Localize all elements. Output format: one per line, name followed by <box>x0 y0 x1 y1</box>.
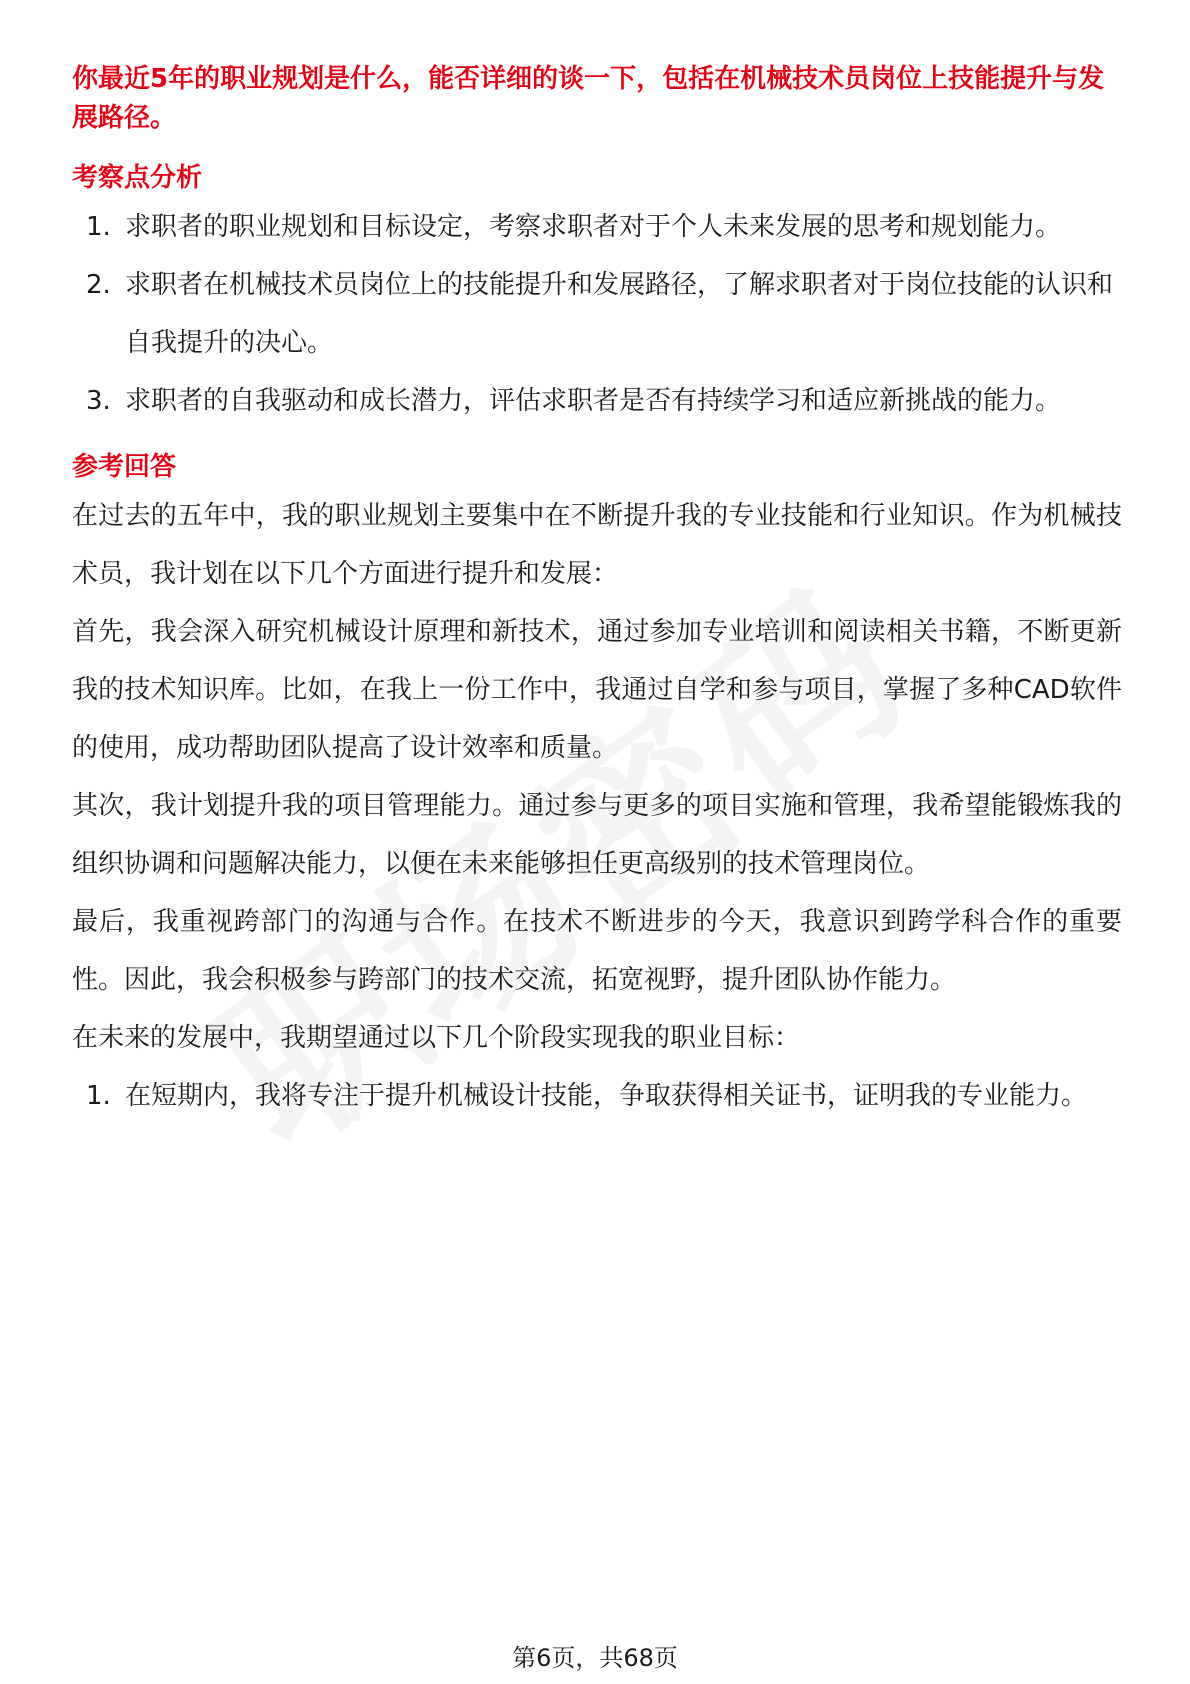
stages-list <box>72 1067 1122 1125</box>
list-item <box>72 256 1122 372</box>
list-item-number: 1. <box>86 1081 111 1111</box>
list-item-text: 求职者在机械技术员岗位上的技能提升和发展路径，了解求职者对于岗位技能的认识和自我提升的决心。 <box>125 270 1114 358</box>
list-item <box>72 198 1122 256</box>
list-item <box>72 372 1122 430</box>
list-item-number: 2. <box>86 270 111 300</box>
analysis-list <box>72 198 1122 430</box>
answer-paragraph: 其次，我计划提升我的项目管理能力。通过参与更多的项目实施和管理，我希望能锻炼我的组织协调和问题解决能力，以便在未来能够担任更高级别的技术管理岗位。 <box>72 791 1122 879</box>
list-item-text: 求职者的职业规划和目标设定，考察求职者对于个人未来发展的思考和规划能力。 <box>125 212 1062 242</box>
list-item-number: 3. <box>86 386 111 416</box>
answer-paragraph: 首先，我会深入研究机械设计原理和新技术，通过参加专业培训和阅读相关书籍，不断更新我的技术知识库。比如，在我上一份工作中，我通过自学和参与项目，掌握了多种CAD软件的使用，成功帮助团队提高了设计效率和质量。 <box>72 617 1122 763</box>
list-item-text: 在短期内，我将专注于提升机械设计技能，争取获得相关证书，证明我的专业能力。 <box>125 1081 1088 1111</box>
list-item-number: 1. <box>86 212 111 242</box>
answer-title: 参考回答 <box>72 452 177 482</box>
question-heading: 你最近5年的职业规划是什么，能否详细的谈一下，包括在机械技术员岗位上技能提升与发展路径。 <box>72 64 1105 133</box>
list-item <box>72 1067 1122 1125</box>
document-page <box>72 60 1122 1125</box>
answer-paragraph: 在未来的发展中，我期望通过以下几个阶段实现我的职业目标： <box>72 1023 801 1053</box>
answer-paragraph: 最后，我重视跨部门的沟通与合作。在技术不断进步的今天，我意识到跨学科合作的重要性。因此，我会积极参与跨部门的技术交流，拓宽视野，提升团队协作能力。 <box>72 907 1122 995</box>
analysis-title: 考察点分析 <box>72 163 203 193</box>
answer-paragraph: 在过去的五年中，我的职业规划主要集中在不断提升我的专业技能和行业知识。作为机械技术员，我计划在以下几个方面进行提升和发展： <box>72 501 1122 589</box>
list-item-text: 求职者的自我驱动和成长潜力，评估求职者是否有持续学习和适应新挑战的能力。 <box>125 386 1062 416</box>
page-footer: 第6页，共68页 <box>512 1644 678 1672</box>
